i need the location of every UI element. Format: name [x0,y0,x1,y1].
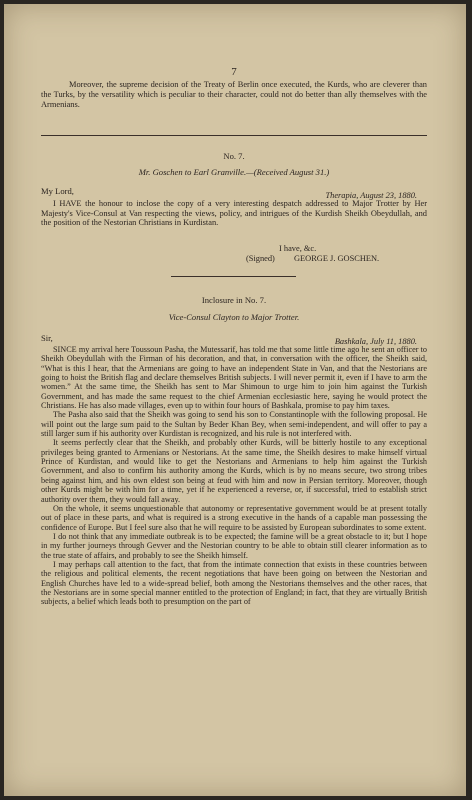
document-from-to: Mr. Goschen to Earl Granville.—(Received August 31.) [138,167,330,177]
page-number: 7 [231,66,237,78]
body-paragraph: I may perhaps call attention to the fact, that from the intimate connection that exists in these countries between the religious and political elements, the recent negotiations that have been going on between the Nestorian and English Churches have led to a wide-spread belief, both among the Nestorians themselves and the other races, that the Nestorians are in some special manner entitled to the protection of England; in fact, that they are virtually British subjects, a belief which leads both to presumption on the part of [41,559,427,607]
signed-label: (Signed) [246,254,275,263]
intro-paragraph: Moreover, the supreme decision of the Treaty of Berlin once executed, the Kurds, who are cleverer than the Turks, by the versatility which is peculiar to their character, could not do better than ally themselves with the Armenians. [41,80,427,110]
inclosure-body [41,345,427,607]
section-divider [41,135,427,136]
document-number-heading: No. 7. [223,151,245,161]
body-paragraph: The Pasha also said that the Sheikh was going to send his son to Constantinople with the following proposal. He will point out the large sum paid to the Sultan by Beder Khan Bey, when semi-independent, and will offer to pay a still larger sum if his authority over Kurdistan is recognized, and his rule is not interfered with. [41,410,427,439]
signature: GEORGE J. GOSCHEN. [294,254,380,263]
body-paragraph: It seems perfectly clear that the Sheikh, and probably other Kurds, will be bitterly hostile to any exceptional privileges being granted to Armenians or Nestorians. At the same time, the Sheikh desires to make himself virtual Prince of Kurdistan, and would like to get the Nestorians and Armenians to help him against the Turkish Government, and also to confirm his authority among the Kurds, which is by no means secure, two strong tribes being against him, and his own eldest son being at feud with him and now in Persian territory. Moreover, though other Kurds might be with him for a time, yet if he experienced a reverse, or, if successful, tried to establish strict authority over them, they would fall away. [41,438,427,504]
inclosure-heading: Inclosure in No. 7. [201,295,267,305]
body-paragraph: SINCE my arrival here Toussoun Pasha, the Mutessarif, has told me that some little time ago he sent an officer to Sheikh Obeydullah with the Firman of his decoration, and that, in conversation with the officer, the Sheikh said, “What is this I hear, that the Armenians are going to have an independent State in Van, and that the Nestorians are going to hoist the British flag and declare themselves British subjects. I will never permit it, even if I have to arm the women.” At the same time, the Sheikh has sent to Mar Shimoun to urge him to join him against the Turkish Government, and has made the same request to the chief Armenian ecclesiastic here, saying he would protect the Christians. He has also made villages, even up to within four hours of Bashkala, promise to pay him taxes. [41,345,427,411]
body-paragraph: I do not think that any immediate outbreak is to be expected; the famine will be a great obstacle to it; but I hope in my further journeys through Gevver and the Nestorian country to be able to obtain still clearer information as to the true state of affairs, and probably to see the Sheikh himself. [41,531,427,560]
salutation: My Lord, [41,186,74,196]
inclosure-dateline: Bashkala, July 11, 1880. [334,337,417,346]
document-page [4,4,466,796]
closing: I have, &c. [279,244,317,253]
short-divider [171,276,296,277]
inclosure-salutation: Sir, [41,333,53,343]
dateline: Therapia, August 23, 1880. [325,191,417,200]
inclosure-from-to: Vice-Consul Clayton to Major Trotter. [168,312,300,322]
body-paragraph: On the whole, it seems unquestionable that autonomy or representative government would be at present totally out of place in these parts, and what is required is a strong executive in the hands of a capable man possessing the confidence of Europe. But I feel sure also that he will require to be assisted by European subordinates to some extent. [41,503,427,532]
letter-body: I HAVE the honour to inclose the copy of a very interesting despatch addressed to Major Trotter by Her Majesty's Vice-Consul at Van respecting the views, policy, and intrigues of the Kurdish Sheikh Obeydullah, and the position of the Nestorian Christians in Kurdistan. [41,199,427,228]
